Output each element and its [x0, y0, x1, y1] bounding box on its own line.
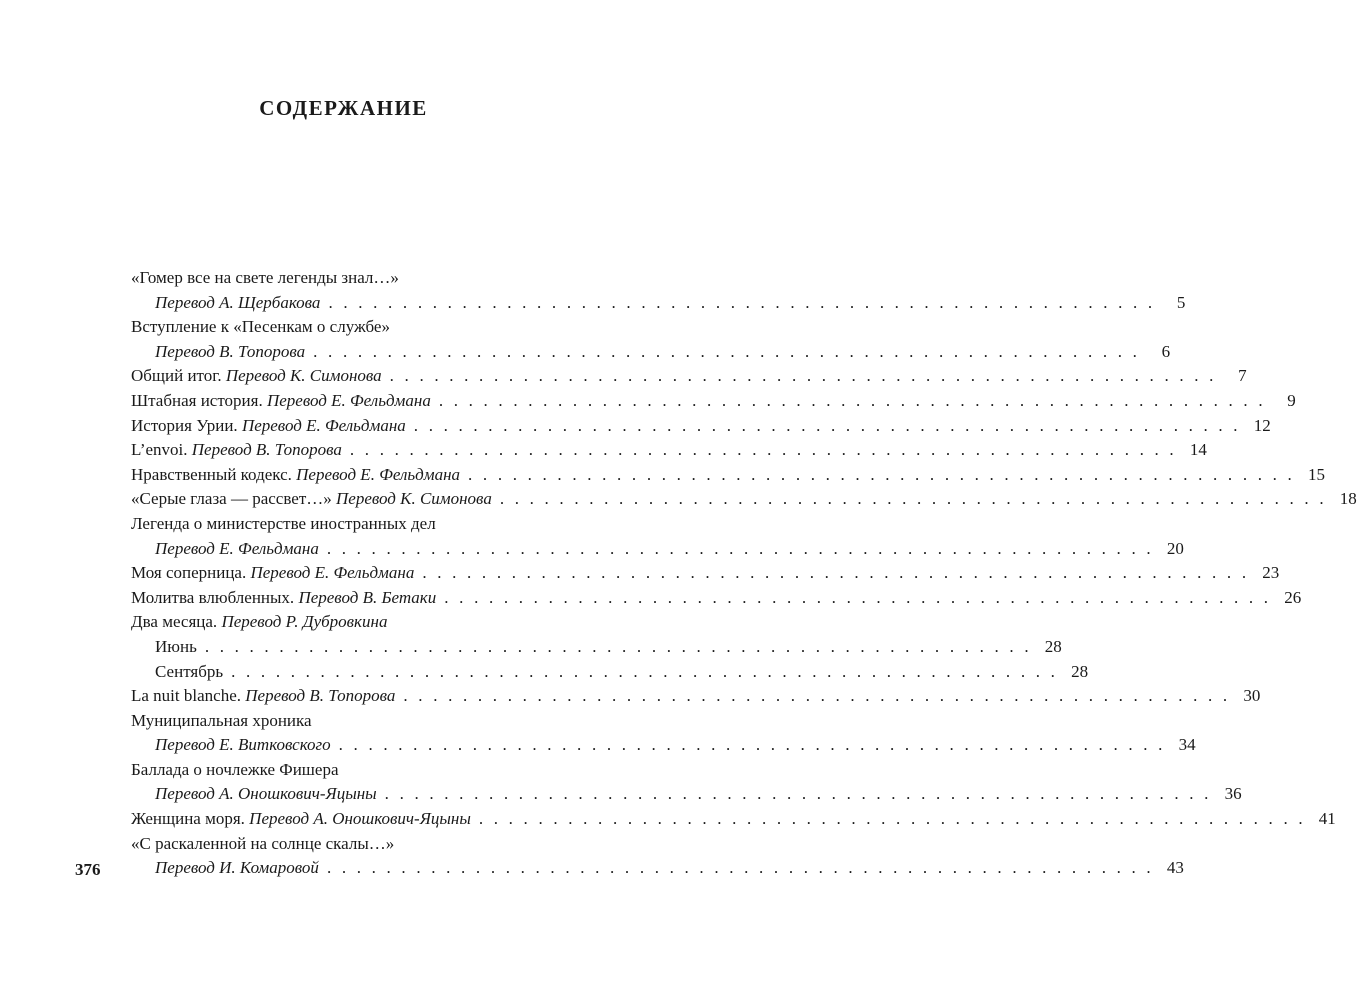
toc-leader-dots: . . . . . . . . . . . . . . . . . . . . . . . . . . . . . . . . . . . . . . . . . . . . . . . . . . . . . . . .	[468, 464, 1295, 484]
toc-entry	[131, 760, 608, 785]
toc-entry-text	[131, 809, 471, 829]
toc-entry-text	[131, 711, 312, 731]
toc-entry-text	[131, 612, 387, 632]
toc-entry	[131, 317, 608, 342]
toc-leader-dots: . . . . . . . . . . . . . . . . . . . . . . . . . . . . . . . . . . . . . . . . . . . . . . . . . . . . . . . .	[326, 538, 1154, 558]
toc-entry	[131, 268, 608, 293]
toc-entry-page: 26	[1284, 587, 1302, 607]
toc-entry-title: История Урии.	[131, 415, 242, 435]
toc-entry-text	[131, 834, 394, 854]
toc-entry-page: 18	[1339, 489, 1357, 509]
toc-entry	[131, 809, 1336, 834]
toc-entry-text	[131, 366, 382, 386]
toc-entry-translator: Перевод А. Оношкович-Яцыны	[155, 784, 377, 804]
toc-entry-page: 5	[1176, 292, 1186, 312]
toc-entry-text	[131, 588, 436, 608]
toc-entry	[131, 440, 1207, 465]
toc-entry-text	[131, 760, 339, 780]
toc-leader-dots: . . . . . . . . . . . . . . . . . . . . . . . . . . . . . . . . . . . . . . . . . . . . . . . . . . . . . . . .	[422, 563, 1250, 583]
toc-entry	[131, 415, 1271, 441]
toc-leader-dots: . . . . . . . . . . . . . . . . . . . . . . . . . . . . . . . . . . . . . . . . . . . . . . . . . . . . . . . .	[413, 415, 1241, 435]
toc-entry	[131, 711, 608, 736]
toc-entry-translator: Перевод Е. Фельдмана	[241, 415, 406, 435]
toc-entry-page: 6	[1161, 341, 1171, 361]
toc-entry-text	[131, 317, 390, 337]
table-of-contents	[131, 268, 1357, 883]
toc-entry	[131, 292, 1186, 318]
toc-entry	[131, 366, 1247, 391]
toc-entry	[131, 390, 1296, 416]
toc-leader-dots: . . . . . . . . . . . . . . . . . . . . . . . . . . . . . . . . . . . . . . . . . . . . . . . . . . . . . . . .	[328, 292, 1156, 312]
toc-entry-title: La nuit blanche.	[131, 686, 246, 706]
toc-entry-text	[155, 637, 197, 657]
toc-leader-dots: . . . . . . . . . . . . . . . . . . . . . . . . . . . . . . . . . . . . . . . . . . . . . . . . . . . . . . . .	[231, 661, 1059, 681]
toc-entry-translator: Перевод В. Бетаки	[298, 587, 437, 607]
toc-entry-translator: Перевод К. Симонова	[225, 366, 382, 386]
toc-entry-title: Муниципальная хроника	[131, 710, 312, 730]
toc-entry	[131, 661, 1089, 687]
toc-entry-page: 20	[1166, 538, 1184, 558]
toc-entry	[131, 834, 608, 859]
toc-entry-title: L’envoi.	[131, 440, 192, 460]
toc-entry	[131, 636, 1062, 662]
toc-entry-text	[131, 268, 399, 288]
toc-entry-translator: Перевод В. Топорова	[191, 440, 342, 460]
toc-entry	[131, 784, 1242, 809]
toc-entry-title: Нравственный кодекс.	[131, 464, 297, 484]
toc-entry-title: Сентябрь	[155, 661, 224, 681]
toc-entry-text	[155, 858, 319, 878]
toc-entry-page: 41	[1318, 809, 1336, 829]
toc-entry	[131, 735, 1196, 760]
toc-entry-translator: Перевод А. Щербакова	[155, 292, 321, 312]
toc-entry-text	[155, 784, 377, 804]
toc-entry-title: Два месяца.	[131, 612, 222, 632]
toc-entry	[131, 858, 1184, 883]
toc-entry	[131, 686, 1261, 711]
toc-entry-translator: Перевод В. Топорова	[245, 686, 396, 706]
toc-entry-text	[155, 735, 331, 755]
toc-entry-translator: Перевод Е. Витковского	[155, 735, 331, 755]
toc-entry-page: 14	[1189, 440, 1207, 460]
toc-entry-text	[155, 342, 305, 362]
toc-entry	[131, 464, 1325, 490]
toc-entry-page: 28	[1071, 661, 1089, 681]
toc-leader-dots: . . . . . . . . . . . . . . . . . . . . . . . . . . . . . . . . . . . . . . . . . . . . . . . . . . . . . . . .	[349, 440, 1177, 460]
toc-leader-dots: . . . . . . . . . . . . . . . . . . . . . . . . . . . . . . . . . . . . . . . . . . . . . . . . . . . . . . . .	[204, 636, 1032, 656]
toc-entry-translator: Перевод Е. Фельдмана	[266, 390, 431, 410]
toc-entry-text	[131, 465, 460, 485]
toc-entry-translator: Перевод И. Комаровой	[155, 858, 319, 878]
toc-entry-text	[131, 563, 414, 583]
toc-entry-title: Вступление к «Песенкам о службе»	[131, 317, 390, 337]
toc-entry	[131, 612, 608, 637]
toc-entry-title: Легенда о министерстве иностранных дел	[131, 513, 436, 533]
toc-leader-dots: . . . . . . . . . . . . . . . . . . . . . . . . . . . . . . . . . . . . . . . . . . . . . . . . . . . . . . . .	[338, 735, 1166, 755]
toc-entry-text	[155, 293, 320, 313]
toc-entry-page: 34	[1178, 735, 1196, 755]
toc-entry-page: 12	[1253, 415, 1271, 435]
toc-entry-title: Июнь	[155, 636, 197, 656]
toc-entry-translator: Перевод А. Оношкович-Яцыны	[249, 809, 471, 829]
toc-entry-translator: Перевод К. Симонова	[336, 489, 492, 509]
toc-leader-dots: . . . . . . . . . . . . . . . . . . . . . . . . . . . . . . . . . . . . . . . . . . . . . . . . . . . . . . . .	[499, 489, 1327, 509]
toc-entry-title: Моя соперница.	[131, 563, 251, 583]
toc-entry-title: Баллада о ночлежке Фишера	[131, 759, 339, 779]
toc-entry-title: Молитва влюбленных.	[131, 587, 299, 607]
toc-entry-translator: Перевод Е. Фельдмана	[296, 464, 461, 484]
toc-entry-page: 43	[1166, 858, 1184, 878]
toc-leader-dots: . . . . . . . . . . . . . . . . . . . . . . . . . . . . . . . . . . . . . . . . . . . . . . . . . . . . . . . .	[403, 686, 1231, 706]
toc-entry	[131, 489, 1357, 514]
toc-entry	[131, 514, 608, 539]
toc-entry-page: 7	[1238, 366, 1247, 386]
toc-entry-page: 9	[1287, 390, 1296, 410]
toc-entry-text	[131, 416, 406, 436]
toc-entry-page: 28	[1044, 636, 1062, 656]
toc-entry-page: 15	[1307, 464, 1325, 484]
toc-leader-dots: . . . . . . . . . . . . . . . . . . . . . . . . . . . . . . . . . . . . . . . . . . . . . . . . . . . . . . . .	[444, 587, 1272, 607]
toc-leader-dots: . . . . . . . . . . . . . . . . . . . . . . . . . . . . . . . . . . . . . . . . . . . . . . . . . . . . . . . .	[313, 341, 1141, 361]
toc-leader-dots: . . . . . . . . . . . . . . . . . . . . . . . . . . . . . . . . . . . . . . . . . . . . . . . . . . . . . . . .	[326, 858, 1154, 878]
toc-entry-text	[131, 514, 436, 534]
toc-entry	[131, 587, 1302, 613]
toc-entry-title: Общий итог.	[131, 366, 226, 386]
toc-entry-page: 23	[1262, 563, 1280, 583]
toc-entry-title: «Серые глаза — рассвет…»	[131, 489, 336, 509]
toc-entry-text	[131, 391, 431, 411]
toc-entry-title: Штабная история.	[131, 390, 267, 410]
toc-entry	[131, 538, 1184, 564]
toc-entry-title: «Гомер все на свете легенды знал…»	[131, 268, 399, 287]
toc-entry-text	[131, 440, 342, 460]
toc-leader-dots: . . . . . . . . . . . . . . . . . . . . . . . . . . . . . . . . . . . . . . . . . . . . . . . . . . . . . . . .	[478, 809, 1306, 829]
toc-entry-page: 30	[1243, 686, 1261, 706]
toc-entry-translator: Перевод В. Топорова	[155, 341, 306, 361]
page-number: 376	[75, 860, 101, 879]
toc-entry-translator: Перевод Е. Фельдмана	[155, 538, 319, 558]
toc-entry-translator: Перевод Р. Дубровкина	[221, 612, 388, 632]
contents-heading: СОДЕРЖАНИЕ	[259, 96, 428, 120]
toc-entry-translator: Перевод Е. Фельдмана	[250, 563, 415, 583]
toc-entry-page: 36	[1224, 784, 1242, 804]
toc-entry-text	[155, 662, 223, 682]
toc-entry-title: «С раскаленной на солнце скалы…»	[131, 833, 395, 853]
toc-leader-dots: . . . . . . . . . . . . . . . . . . . . . . . . . . . . . . . . . . . . . . . . . . . . . . . . . . . . . . . .	[389, 366, 1217, 386]
toc-entry-text	[131, 686, 395, 706]
toc-entry-title: Женщина моря.	[131, 809, 250, 829]
toc-entry-text	[155, 539, 319, 559]
toc-entry-text	[131, 489, 492, 509]
toc-leader-dots: . . . . . . . . . . . . . . . . . . . . . . . . . . . . . . . . . . . . . . . . . . . . . . . . . . . . . . . .	[438, 390, 1266, 410]
toc-leader-dots: . . . . . . . . . . . . . . . . . . . . . . . . . . . . . . . . . . . . . . . . . . . . . . . . . . . . . . . .	[384, 784, 1212, 804]
toc-entry	[131, 563, 1280, 588]
toc-entry	[131, 341, 1171, 367]
